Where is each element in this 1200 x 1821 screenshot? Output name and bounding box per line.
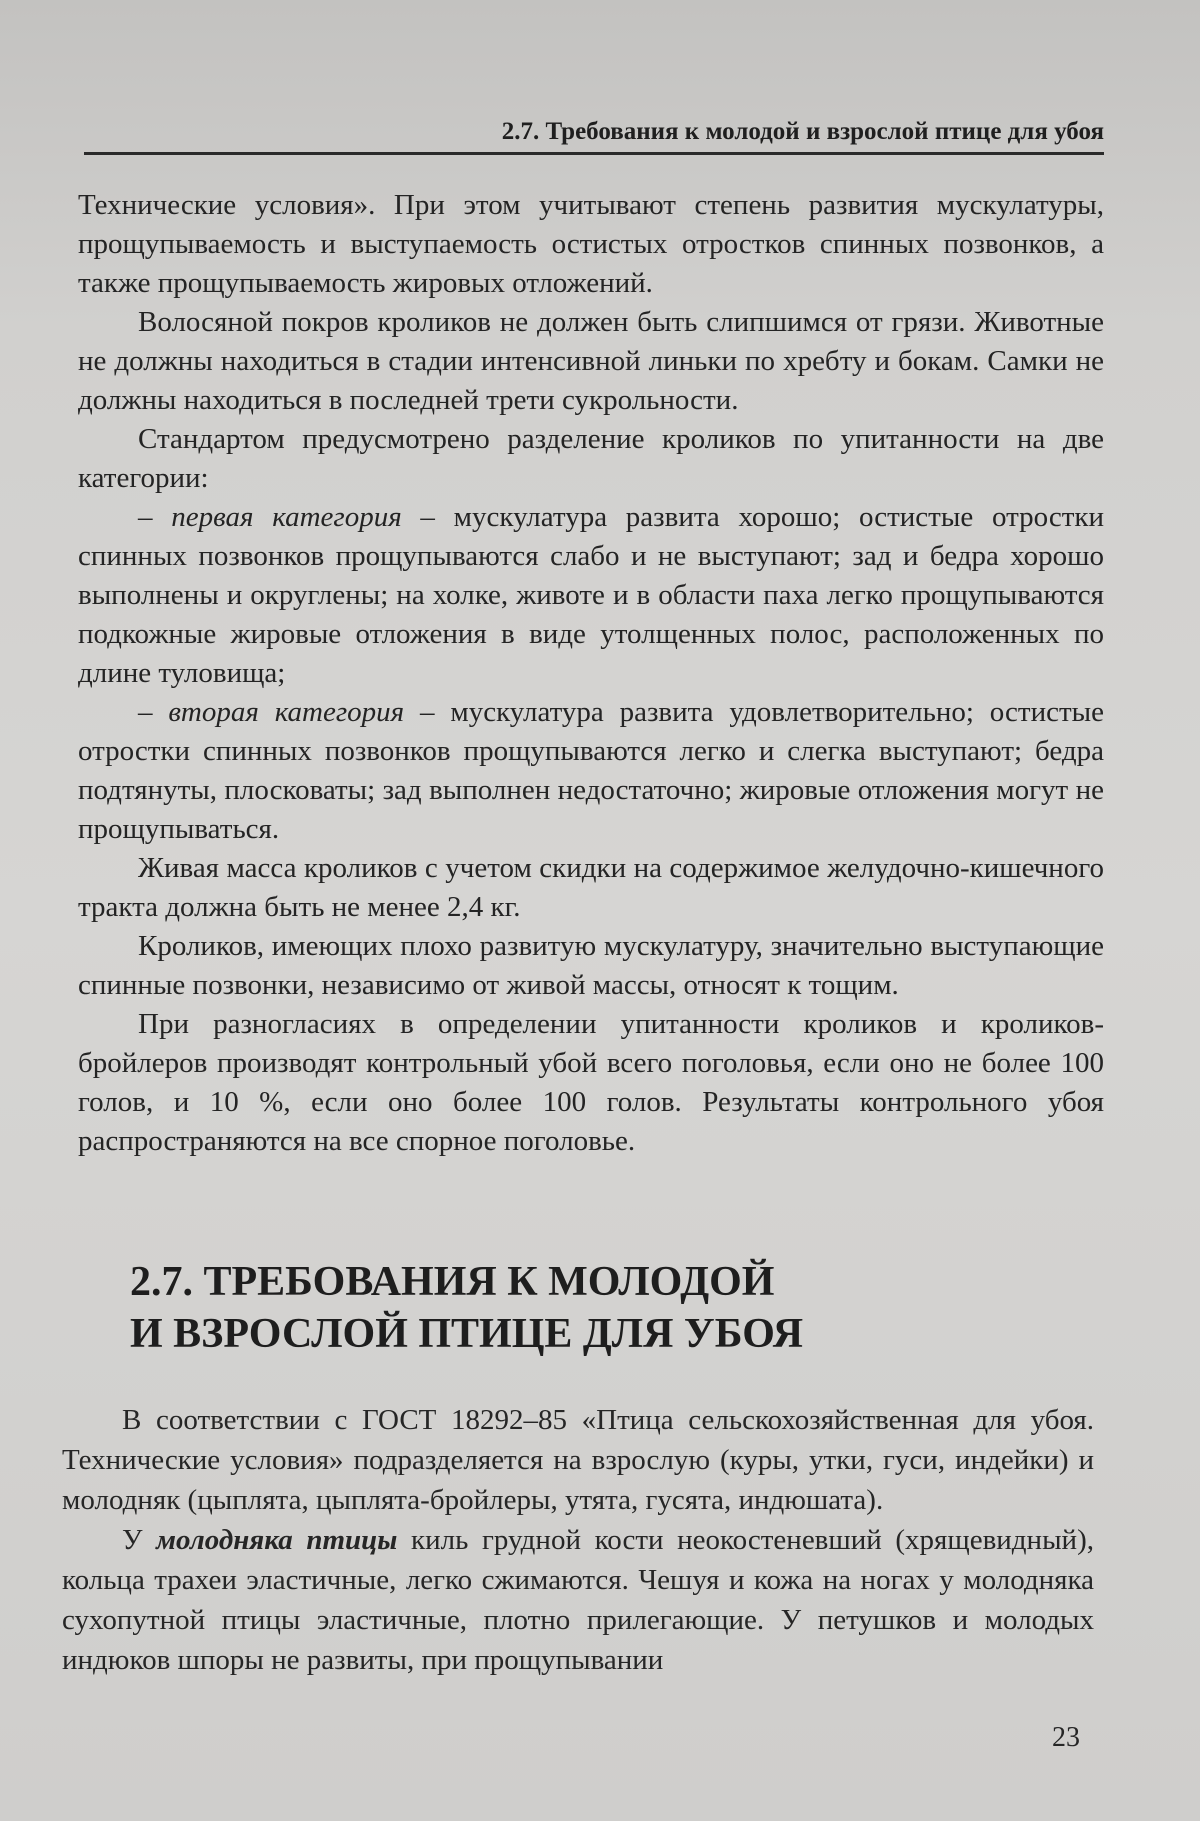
- body-text-top: [78, 186, 1104, 1161]
- paragraph: При разногласиях в определении упитанности кроликов и кроликов-бройлеров производят контрольный убой всего поголовья, если оно не более 100 голов, и 10 %, если оно более 100 голов. Результаты контрольного убоя распространяются на все спорное поголовье.: [78, 1008, 1104, 1157]
- body-text-bottom: [62, 1400, 1094, 1680]
- running-header: 2.7. Требования к молодой и взрослой птице для убоя: [84, 118, 1104, 155]
- text-fragment: киль грудной кости неокостеневший (хрящевидный), кольца трахеи эластичные, легко сжимаются. Чешуя и кожа на ногах у молодняка сухопутной птицы эластичные, плотно прилегающие. У петушков и молодых индюков шпоры не развиты, при прощупывании: [62, 1524, 1094, 1676]
- category-first: [78, 498, 1104, 693]
- category-text: – мускулатура развита удовлетворительно; остистые отростки спинных позвонков прощупываются легко и слегка выступают; бедра подтянуты, плосковаты; зад выполнен недостаточно; жировые отложения могут не прощупываться.: [78, 696, 1104, 845]
- section-heading-line: И ВЗРОСЛОЙ ПТИЦЕ ДЛЯ УБОЯ: [130, 1311, 804, 1357]
- emphasis-term: молодняка птицы: [156, 1524, 398, 1556]
- page-number: 23: [1052, 1722, 1080, 1753]
- category-label: – первая категория: [138, 501, 402, 533]
- paragraph: [62, 1520, 1094, 1680]
- paragraph: Стандартом предусмотрено разделение кроликов по упитанности на две категории:: [78, 423, 1104, 494]
- section-heading: [130, 1256, 1030, 1360]
- category-text: – мускулатура развита хорошо; остистые отростки спинных позвонков прощупываются слабо и не выступают; зад и бедра хорошо выполнены и округлены; на холке, животе и в области паха легко прощупываются подкожные жировые отложения в виде утолщенных полос, расположенных по длине туловища;: [78, 501, 1104, 689]
- paragraph: Технические условия». При этом учитывают степень развития мускулатуры, прощупываемость и выступаемость остистых отростков спинных позвонков, а также прощупываемость жировых отложений.: [78, 189, 1104, 299]
- category-second: [78, 693, 1104, 849]
- text-fragment: У: [122, 1524, 157, 1556]
- category-label: – вторая категория: [138, 696, 405, 728]
- paragraph: В соответствии с ГОСТ 18292–85 «Птица сельскохозяйственная для убоя. Технические условия» подразделяется на взрослую (куры, утки, гуси, индейки) и молодняк (цыплята, цыплята-бройлеры, утята, гусята, индюшата).: [62, 1404, 1094, 1516]
- paragraph: Живая масса кроликов с учетом скидки на содержимое желудочно-кишечного тракта должна быть не менее 2,4 кг.: [78, 852, 1104, 923]
- paragraph: Волосяной покров кроликов не должен быть слипшимся от грязи. Животные не должны находиться в стадии интенсивной линьки по хребту и бокам. Самки не должны находиться в последней трети сукрольности.: [78, 306, 1104, 416]
- paragraph: Кроликов, имеющих плохо развитую мускулатуру, значительно выступающие спинные позвонки, независимо от живой массы, относят к тощим.: [78, 930, 1104, 1001]
- section-heading-line: 2.7. ТРЕБОВАНИЯ К МОЛОДОЙ: [130, 1259, 775, 1305]
